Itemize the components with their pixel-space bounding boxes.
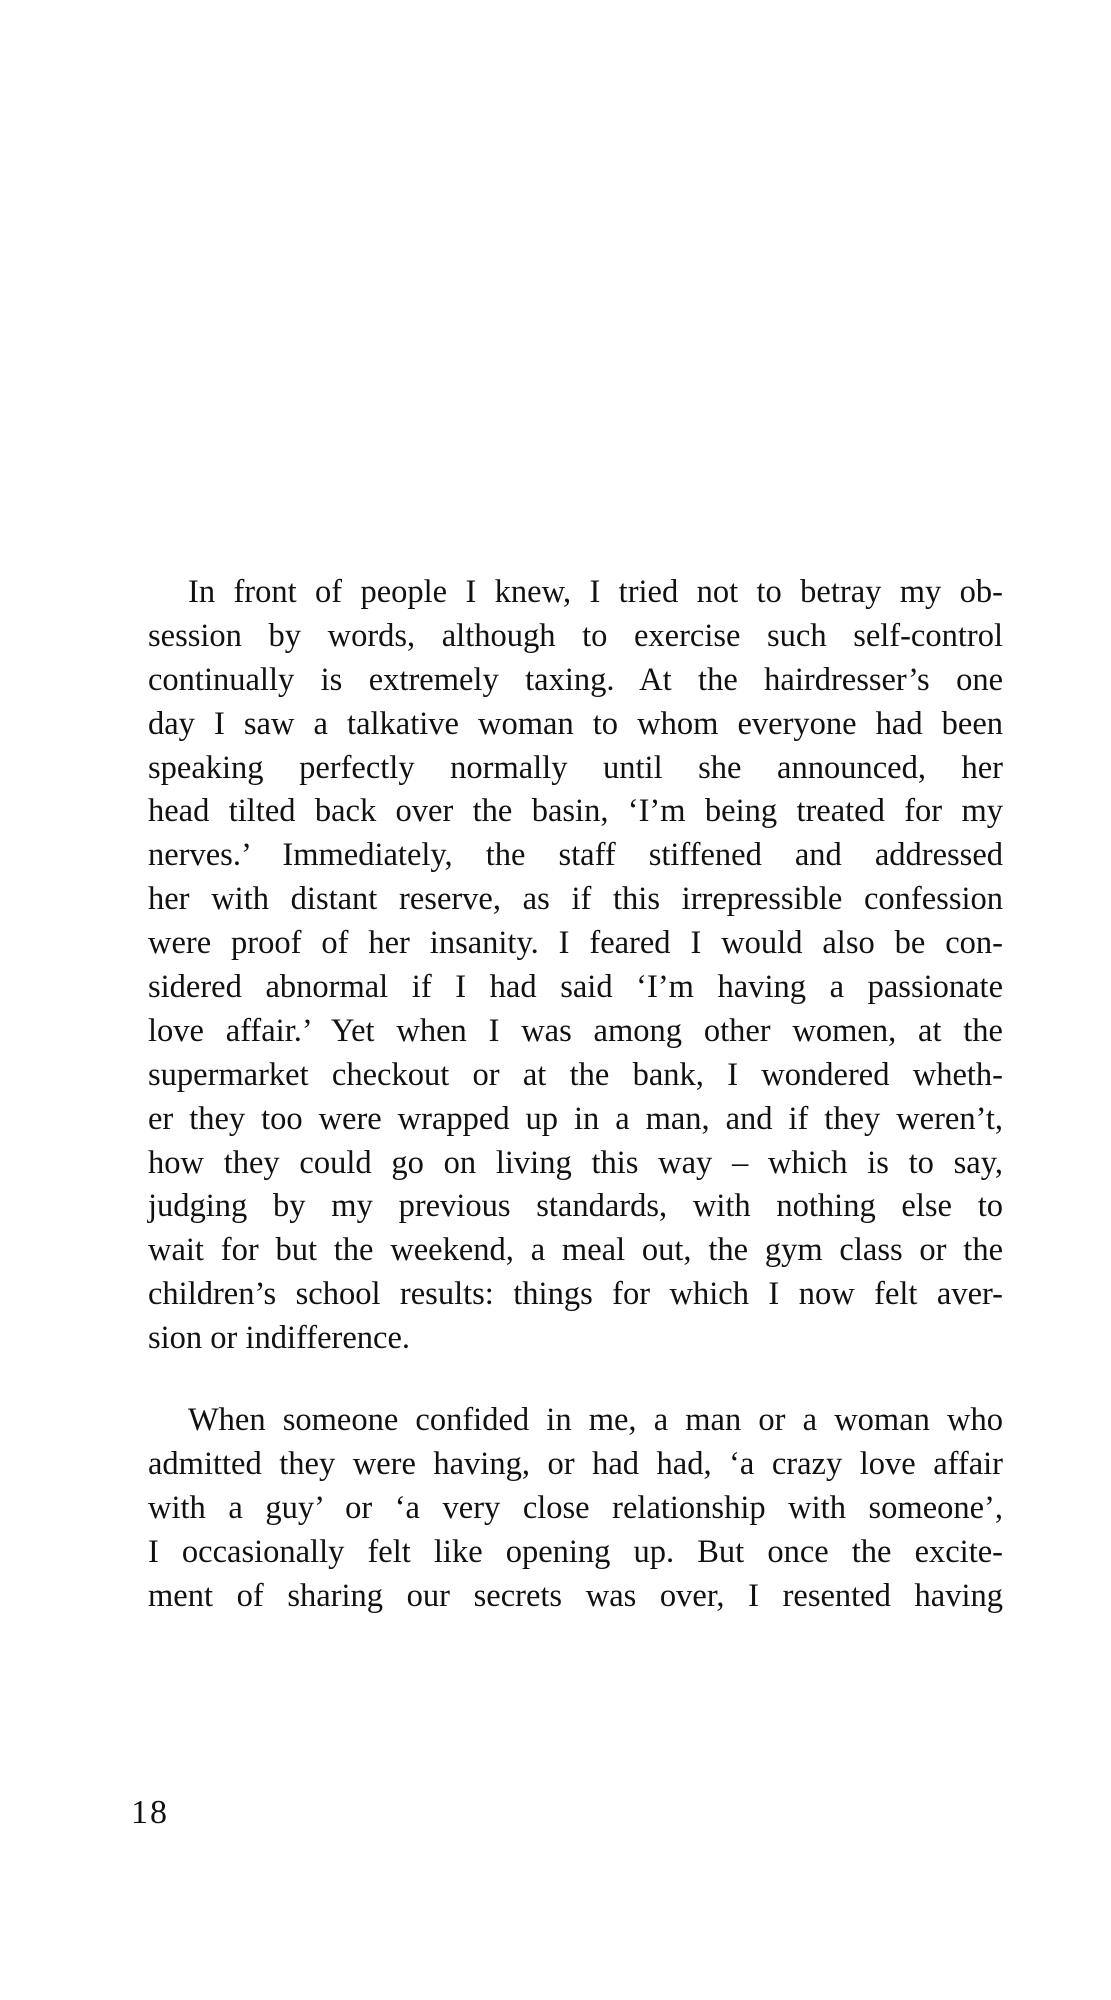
- text-line: sidered abnormal if I had said ‘I’m having a passionate: [148, 969, 1003, 1006]
- text-line: with a guy’ or ‘a very close relationship with someone’,: [148, 1489, 1003, 1526]
- text-line: speaking perfectly normally until she announced, her: [148, 749, 1003, 786]
- text-line: wait for but the weekend, a meal out, the gym class or the: [148, 1232, 1003, 1269]
- text-line: In front of people I knew, I tried not to betray my ob-: [188, 574, 1003, 610]
- text-line: love affair.’ Yet when I was among other women, at the: [148, 1012, 1003, 1049]
- text-line: supermarket checkout or at the bank, I wondered wheth-: [148, 1056, 1003, 1093]
- text-line: day I saw a talkative woman to whom everyone had been: [148, 705, 1003, 742]
- text-line: sion or indifference.: [148, 1320, 411, 1357]
- text-line: how they could go on living this way – which is to say,: [148, 1144, 1003, 1181]
- text-line: her with distant reserve, as if this irrepressible confession: [148, 881, 1003, 918]
- text-line: When someone confided in me, a man or a woman who: [188, 1402, 1003, 1438]
- text-line: I occasionally felt like opening up. But once the excite-: [148, 1533, 1003, 1570]
- paragraph-2: [148, 1399, 1003, 1618]
- text-line: head tilted back over the basin, ‘I’m being treated for my: [148, 793, 1003, 830]
- text-line: continually is extremely taxing. At the hairdresser’s one: [148, 661, 1003, 698]
- text-line: ment of sharing our secrets was over, I resented having: [148, 1577, 1003, 1614]
- text-line: were proof of her insanity. I feared I would also be con-: [148, 925, 1003, 962]
- text-line: nerves.’ Immediately, the staff stiffened and addressed: [148, 837, 1003, 874]
- paragraph-1: [148, 571, 1003, 1361]
- text-line: er they too were wrapped up in a man, and if they weren’t,: [148, 1100, 1003, 1137]
- page-number: 18: [131, 1794, 169, 1831]
- text-line: children’s school results: things for which I now felt aver-: [148, 1276, 1003, 1313]
- text-line: admitted they were having, or had had, ‘a crazy love affair: [148, 1445, 1003, 1482]
- text-line: judging by my previous standards, with nothing else to: [148, 1188, 1003, 1225]
- text-line: session by words, although to exercise such self-control: [148, 617, 1003, 654]
